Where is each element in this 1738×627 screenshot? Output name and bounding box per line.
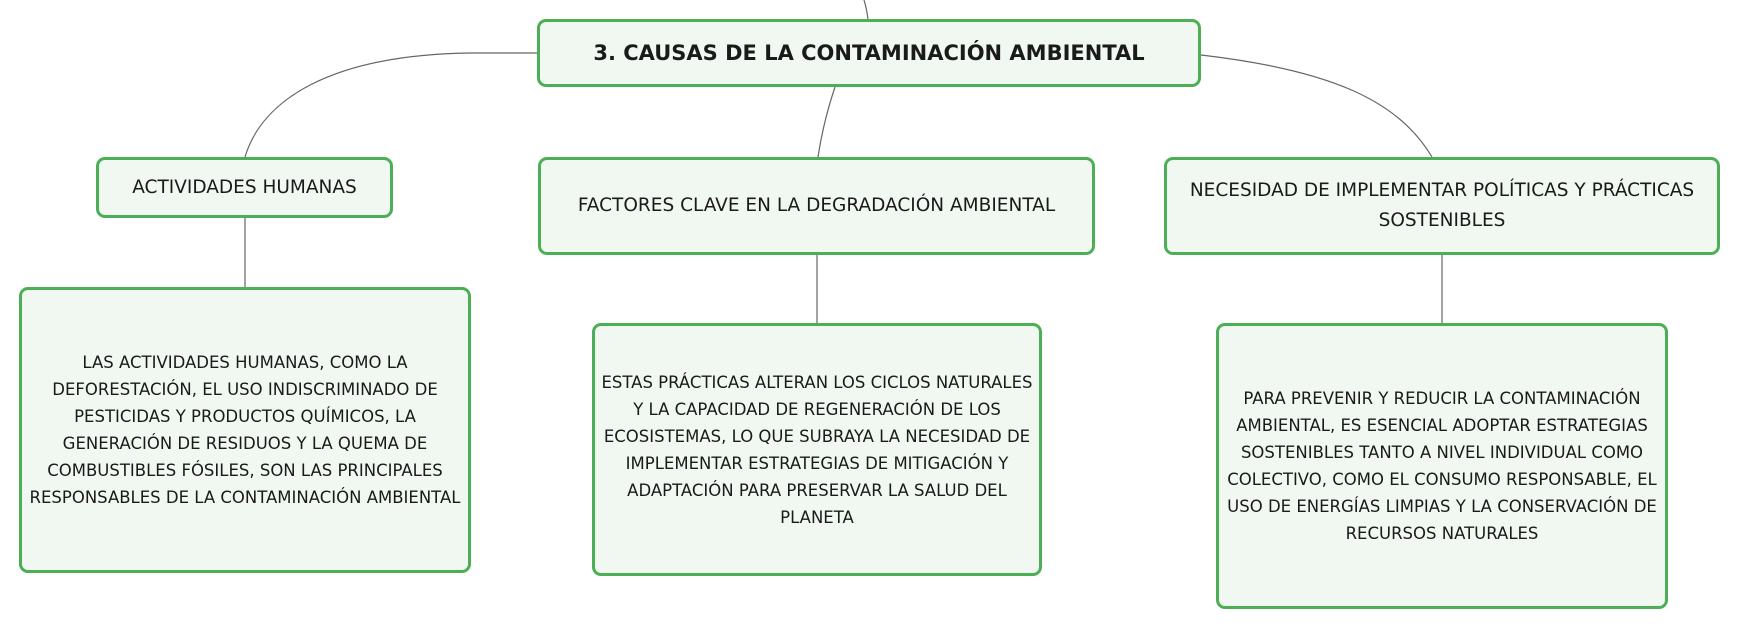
- branch-node-title: NECESIDAD DE IMPLEMENTAR POLÍTICAS Y PRÁCTICAS SOSTENIBLES: [1189, 180, 1695, 231]
- leaf-node-text: PARA PREVENIR Y REDUCIR LA CONTAMINACIÓN AMBIENTAL, ES ESENCIAL ADOPTAR ESTRATEGIAS SOSTENIBLES TANTO A NIVEL INDIVIDUAL COMO COLECTIVO, COMO EL CONSUMO RESPONSABLE, EL USO DE ENERGÍAS LIMPIAS Y LA CONSERVACIÓN DE RECURSOS NATURALES: [1227, 389, 1657, 543]
- leaf-node-factores-clave[interactable]: [592, 323, 1042, 576]
- branch-node-title: FACTORES CLAVE EN LA DEGRADACIÓN AMBIENTAL: [577, 195, 1056, 216]
- branch-node-title: ACTIVIDADES HUMANAS: [132, 176, 357, 198]
- branch-node-factores-clave[interactable]: [538, 157, 1095, 255]
- connector-parent-to-root: [864, 0, 868, 19]
- leaf-node-text: ESTAS PRÁCTICAS ALTERAN LOS CICLOS NATURALES Y LA CAPACIDAD DE REGENERACIÓN DE LOS ECOSISTEMAS, LO QUE SUBRAYA LA NECESIDAD DE IMPLEMENTAR ESTRATEGIAS DE MITIGACIÓN Y ADAPTACIÓN PARA PRESERVAR LA SALUD DEL PLANETA: [601, 372, 1033, 527]
- branch-node-actividades-humanas[interactable]: [96, 157, 393, 218]
- connector-root-to-branch-1: [245, 53, 537, 157]
- connector-root-to-branch-2: [818, 87, 835, 157]
- connector-root-to-branch-3: [1201, 55, 1432, 157]
- leaf-node-politicas-sostenibles[interactable]: [1216, 323, 1668, 609]
- root-node-title: 3. CAUSAS DE LA CONTAMINACIÓN AMBIENTAL: [593, 41, 1145, 65]
- leaf-node-text: LAS ACTIVIDADES HUMANAS, COMO LA DEFORESTACIÓN, EL USO INDISCRIMINADO DE PESTICIDAS Y PRODUCTOS QUÍMICOS, LA GENERACIÓN DE RESIDUOS Y LA QUEMA DE COMBUSTIBLES FÓSILES, SON LAS PRINCIPALES RESPONSABLES DE LA CONTAMINACIÓN AMBIENTAL: [29, 353, 461, 507]
- root-node[interactable]: [537, 19, 1201, 87]
- branch-node-politicas-sostenibles[interactable]: [1164, 157, 1720, 255]
- leaf-node-actividades-humanas[interactable]: [19, 287, 471, 573]
